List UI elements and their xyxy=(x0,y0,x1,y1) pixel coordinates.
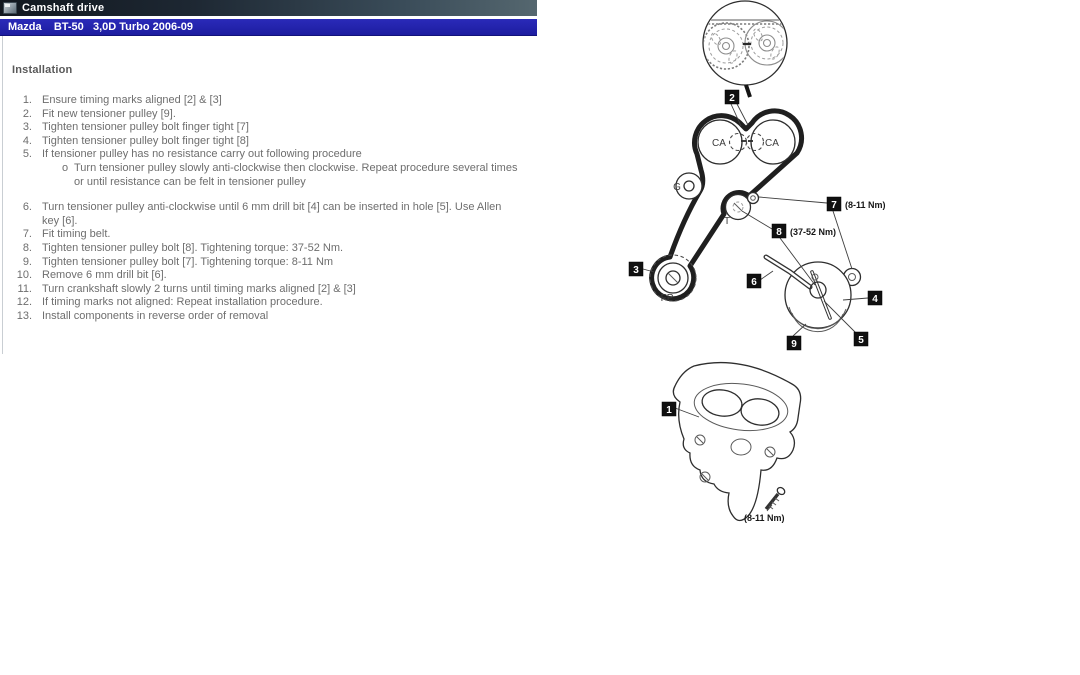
detail-stem xyxy=(746,85,750,97)
svg-text:T: T xyxy=(723,216,731,227)
tensioner-pulley xyxy=(724,193,759,228)
svg-text:8: 8 xyxy=(776,227,782,238)
callout-1 xyxy=(662,402,676,416)
camshaft-sprockets-detail xyxy=(703,20,789,69)
step-6: 6. Turn tensioner pulley anti-clockwise until 6 mm drill bit [4] can be inserted in hole [5]. Use Allen key [6]. xyxy=(22,201,502,227)
svg-text:CA: CA xyxy=(765,138,779,149)
belt-cover xyxy=(673,363,800,521)
callout-9 xyxy=(787,336,801,350)
cover-bolt xyxy=(766,486,786,509)
step-1: 1. Ensure timing marks aligned [2] & [3] xyxy=(22,94,222,106)
step-7: 7. Fit timing belt. xyxy=(22,228,111,241)
sub-bullet-marker: o xyxy=(61,161,69,174)
vehicle-name: Mazda BT-50 3,0D Turbo 2006-09 xyxy=(8,21,194,33)
step-9: 9. Tighten tensioner pulley bolt [7]. Tightening torque: 8-11 Nm xyxy=(22,255,334,268)
callout-2 xyxy=(725,90,739,104)
camshaft-pulley-left xyxy=(698,120,742,164)
callout-3 xyxy=(629,262,643,276)
svg-text:7: 7 xyxy=(831,200,837,211)
step-5: 5. If tensioner pulley has no resistance carry out following procedure xyxy=(22,148,362,161)
camshaft-pulley-right xyxy=(751,120,795,164)
step-5-sub-bullet: o Turn tensioner pulley slowly anti-clockwise then clockwise. Repeat procedure several times or until resistance can be felt in tensioner pulley xyxy=(0,162,537,189)
step-10: 10. Remove 6 mm drill bit [6]. xyxy=(16,269,167,282)
svg-text:G: G xyxy=(673,182,681,193)
guide-pulley xyxy=(673,173,702,199)
callout-5 xyxy=(854,332,868,346)
svg-text:1: 1 xyxy=(666,405,672,416)
torque-label-large-bolt: (37-52 Nm) xyxy=(790,227,837,237)
step-11: 11. Turn crankshaft slowly 2 turns until timing marks aligned [2] & [3] xyxy=(17,282,356,295)
callout-7 xyxy=(827,197,841,211)
step-8: 8. Tighten tensioner pulley bolt [8]. Tightening torque: 37-52 Nm. xyxy=(22,241,344,254)
svg-text:6: 6 xyxy=(751,277,757,288)
svg-text:9: 9 xyxy=(791,339,797,350)
svg-text:FP: FP xyxy=(660,293,674,304)
window-title: Camshaft drive xyxy=(22,2,105,14)
svg-text:3: 3 xyxy=(633,265,639,276)
callout-4 xyxy=(868,291,882,305)
torque-label-cover-bolt: (8-11 Nm) xyxy=(744,513,785,523)
camshaft-sprocket-right xyxy=(745,21,789,65)
callout-6 xyxy=(747,274,761,288)
torque-label-small-bolt: (8-11 Nm) xyxy=(845,200,886,210)
tensioner-assembly xyxy=(766,257,861,332)
svg-text:5: 5 xyxy=(858,335,864,346)
step-2: 2. Fit new tensioner pulley [9]. xyxy=(22,107,176,120)
svg-text:2: 2 xyxy=(729,93,735,104)
callout-8 xyxy=(772,224,786,238)
timing-marks-detail-circle xyxy=(703,1,789,97)
step-4: 4. Tighten tensioner pulley bolt finger tight [8] xyxy=(22,134,249,147)
step-12: 12. If timing marks not aligned: Repeat installation procedure. xyxy=(16,296,323,309)
svg-text:CA: CA xyxy=(712,138,726,149)
camshaft-sprocket-left xyxy=(703,23,749,69)
step-13: 13. Install components in reverse order of removal xyxy=(16,309,269,322)
section-heading: Installation xyxy=(12,64,73,76)
svg-text:4: 4 xyxy=(872,294,878,305)
step-3: 3. Tighten tensioner pulley bolt finger tight [7] xyxy=(22,121,249,134)
